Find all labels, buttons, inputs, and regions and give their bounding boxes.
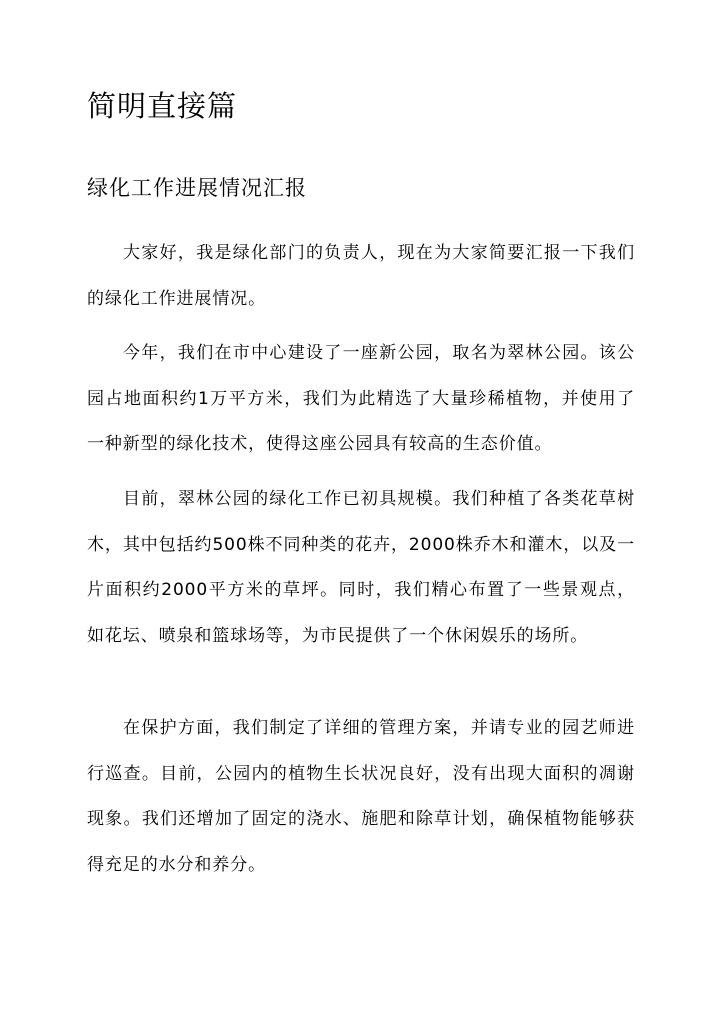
report-title: 绿化工作进展情况汇报 [87, 176, 307, 200]
paragraph-new-park: 今年，我们在市中心建设了一座新公园，取名为翠林公园。该公园占地面积约1万平方米，我们为此精选了大量珍稀植物，并使用了一种新型的绿化技术，使得这座公园具有较高的生态价值。 [87, 343, 635, 454]
paragraph-greening-progress: 目前，翠林公园的绿化工作已初具规模。我们种植了各类花草树木，其中包括约500株不同种类的花卉，2000株乔木和灌木，以及一片面积约2000平方米的草坪。同时，我们精心布置了一些景观点，如花坛、喷泉和篮球场等，为市民提供了一个休闲娱乐的场所。 [87, 489, 635, 646]
paragraph-intro: 大家好，我是绿化部门的负责人，现在为大家简要汇报一下我们的绿化工作进展情况。 [87, 243, 635, 309]
paragraph-protection: 在保护方面，我们制定了详细的管理方案，并请专业的园艺师进行巡查。目前，公园内的植物生长状况良好，没有出现大面积的凋谢现象。我们还增加了固定的浇水、施肥和除草计划，确保植物能够获得充足的水分和养分。 [87, 718, 635, 875]
document-title: 简明直接篇 [87, 89, 238, 123]
